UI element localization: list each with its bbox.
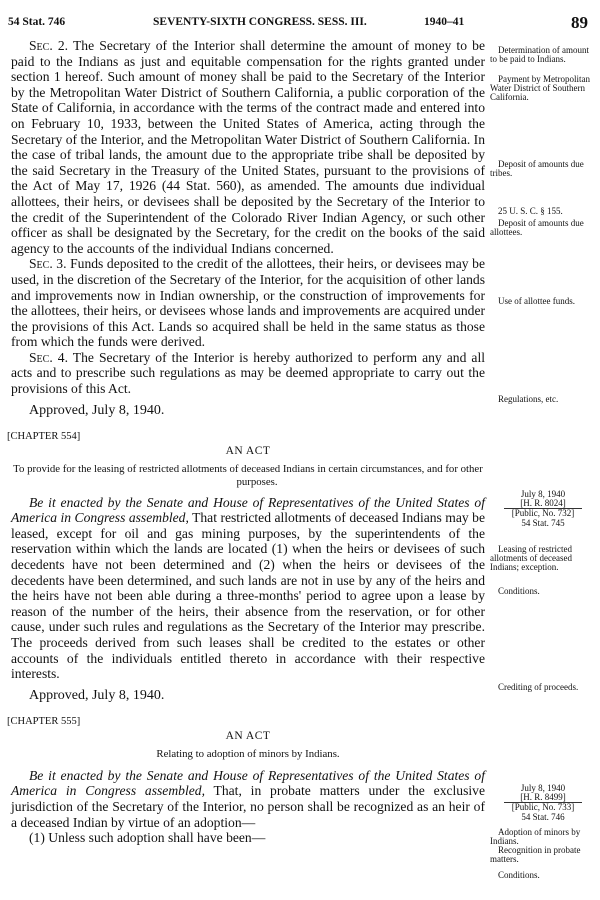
note-text: Deposit of amounts due allottees.: [490, 218, 584, 238]
margin-note-deposit-allottees: [490, 219, 596, 237]
margin-note-crediting: [490, 683, 596, 692]
margin-note-use-funds: [490, 297, 596, 306]
session-years: 1940–41: [424, 16, 465, 28]
margin-note-regulations: [490, 395, 596, 404]
chapter-554-body: [11, 495, 485, 682]
note-text: Conditions.: [498, 586, 540, 596]
section-label: Sec. 4.: [29, 349, 68, 365]
stat-citation: 54 Stat. 746: [8, 16, 66, 28]
section-2: [11, 38, 485, 256]
note-text: 25 U. S. C. § 155.: [498, 206, 563, 216]
approved-line: Approved, July 8, 1940.: [29, 402, 165, 418]
section-label: Sec. 2.: [29, 38, 69, 53]
chapter-555-heading: [CHAPTER 555]: [7, 715, 81, 727]
act-purpose: To provide for the leasing of restricted allotments of deceased Indians in certain circumstances, and for other purposes.: [13, 462, 483, 488]
chapter-554-heading: [CHAPTER 554]: [7, 430, 81, 442]
note-text: Conditions.: [498, 870, 540, 880]
enacting-clause: Be it enacted by the Senate and House of Representatives of the United States of America in Congress assembled,: [11, 494, 485, 526]
chapter-555-body: [11, 768, 485, 830]
section-label: Sec. 3.: [29, 256, 67, 272]
margin-note-determination: [490, 46, 596, 64]
section-3: [11, 256, 485, 350]
body-text: That, in probate matters under the exclusive jurisdiction of the Secretary of the Interior, no person shall be recognized as an heir of a deceased Indian by virtue of an adoption—: [11, 783, 485, 830]
note-text: Regulations, etc.: [498, 394, 559, 404]
enacting-clause: Be it enacted by the Senate and House of Representatives of the United States of America in Congress assembled,: [11, 767, 485, 799]
approved-line: Approved, July 8, 1940.: [29, 687, 165, 703]
main-text: [7, 38, 485, 846]
page-number: 89: [571, 13, 588, 32]
house-bill: [H. R. 8024]: [504, 499, 582, 509]
stat-cite: 54 Stat. 746: [521, 811, 565, 822]
public-law: [Public, No. 732]: [511, 508, 575, 519]
congress-session: SEVENTY-SIXTH CONGRESS. SESS. III.: [153, 16, 367, 28]
margin-note-recognition: [490, 846, 596, 864]
an-act-title: AN ACT: [225, 729, 271, 742]
act-date: July 8, 1940: [520, 783, 566, 793]
stat-cite: 54 Stat. 745: [521, 517, 565, 528]
note-text: Use of allottee funds.: [498, 296, 575, 306]
section-text: The Secretary of the Interior is hereby authorized to perform any and all acts and to prescribe such regulations as may be deemed appropriate to carry out the provisions of this Act.: [11, 349, 485, 397]
public-law: [Public, No. 733]: [511, 802, 575, 813]
note-text: Recognition in probate matters.: [490, 845, 581, 865]
section-text: Funds deposited to the credit of the allottees, their heirs, or devisees may be used, in the discretion of the Secretary of the Interior, for the acquisition of other lands and improvements now in Indian ownership, or the construction of improvements for the allottees, their heirs, or devisees whose lands and improvements are acquired under the provisions of this Act. Lands so acquired shall be held in the same status as those from which the funds were derived.: [11, 256, 485, 350]
note-text: Payment by Metropolitan Water District of Southern California.: [490, 74, 590, 103]
house-bill: [H. R. 8499]: [504, 793, 582, 803]
margin-note-conditions: [490, 587, 596, 596]
note-text: Crediting of proceeds.: [498, 682, 579, 692]
note-text: Adoption of minors by Indians.: [490, 827, 581, 847]
note-text: Determination of amount to be paid to Indians.: [490, 45, 589, 65]
body-text: That restricted allotments of deceased Indians may be leased, except for oil and gas mining purposes, by the superintendents of the reservation within which the lands are located (1) when the heirs or devisees of such decedents have not been determined and (2) when the heirs or devisees of the decedents have been determined, and such lands are not in use by any of the heirs and the heirs have not been able during a three-months' period to agree upon a lease by reason of the number of the heirs, their absence from the reservation, or for other cause, under such rules and regulations as the Secretary of the Interior may prescribe. The proceeds derived from such leases shall be credited to the estates or other accounts of the individuals entitled thereto in accordance with their respective interests.: [11, 510, 485, 682]
margin-note-ch555-bill: [490, 784, 596, 822]
section-4: [11, 350, 485, 397]
margin-note-adoption: [490, 828, 596, 846]
note-text: Leasing of restricted allotments of deceased Indians; exception.: [490, 544, 572, 573]
margin-note-conditions: [490, 871, 596, 880]
margin-note-ch554-bill: [490, 490, 596, 528]
act-date: July 8, 1940: [520, 489, 566, 499]
margin-note-deposit-tribes: [490, 160, 596, 178]
margin-note-usc: [490, 207, 596, 216]
act-purpose: Relating to adoption of minors by Indians.: [156, 747, 340, 760]
running-header: [8, 13, 592, 33]
note-text: Deposit of amounts due tribes.: [490, 159, 584, 179]
margin-note-leasing: [490, 545, 596, 573]
clause-1: (1) Unless such adoption shall have been—: [29, 830, 266, 846]
margin-note-payment: [490, 75, 596, 103]
section-text: The Secretary of the Interior shall determine the amount of money to be paid to the Indians as just and equitable compensation for the rights granted under section 1 hereof. Such amount of money shall be paid to the Secretary of the Interior by the Metropolitan Water District of Southern California, a public corporation of the State of California, in accordance with the terms of the contract made and entered into on February 10, 1933, between the United States of America, acting through the Secretary of the Interior, and the Metropolitan Water District of Southern California. In the case of tribal lands, the amount due to the appropriate tribe shall be deposited by the said Secretary in the Treasury of the United States, pursuant to the provisions of the Act of May 17, 1926 (44 Stat. 560), as amended. The amounts due individual allottees, their heirs, or devisees shall be deposited by the Secretary of the Interior to the credit of the Superintendent of the Colorado River Indian Agency, or such other officer as shall be designated by the Secretary, for the credit on the books of the said agency to the accounts of the individual Indians concerned.: [11, 38, 485, 256]
an-act-title: AN ACT: [225, 444, 271, 457]
